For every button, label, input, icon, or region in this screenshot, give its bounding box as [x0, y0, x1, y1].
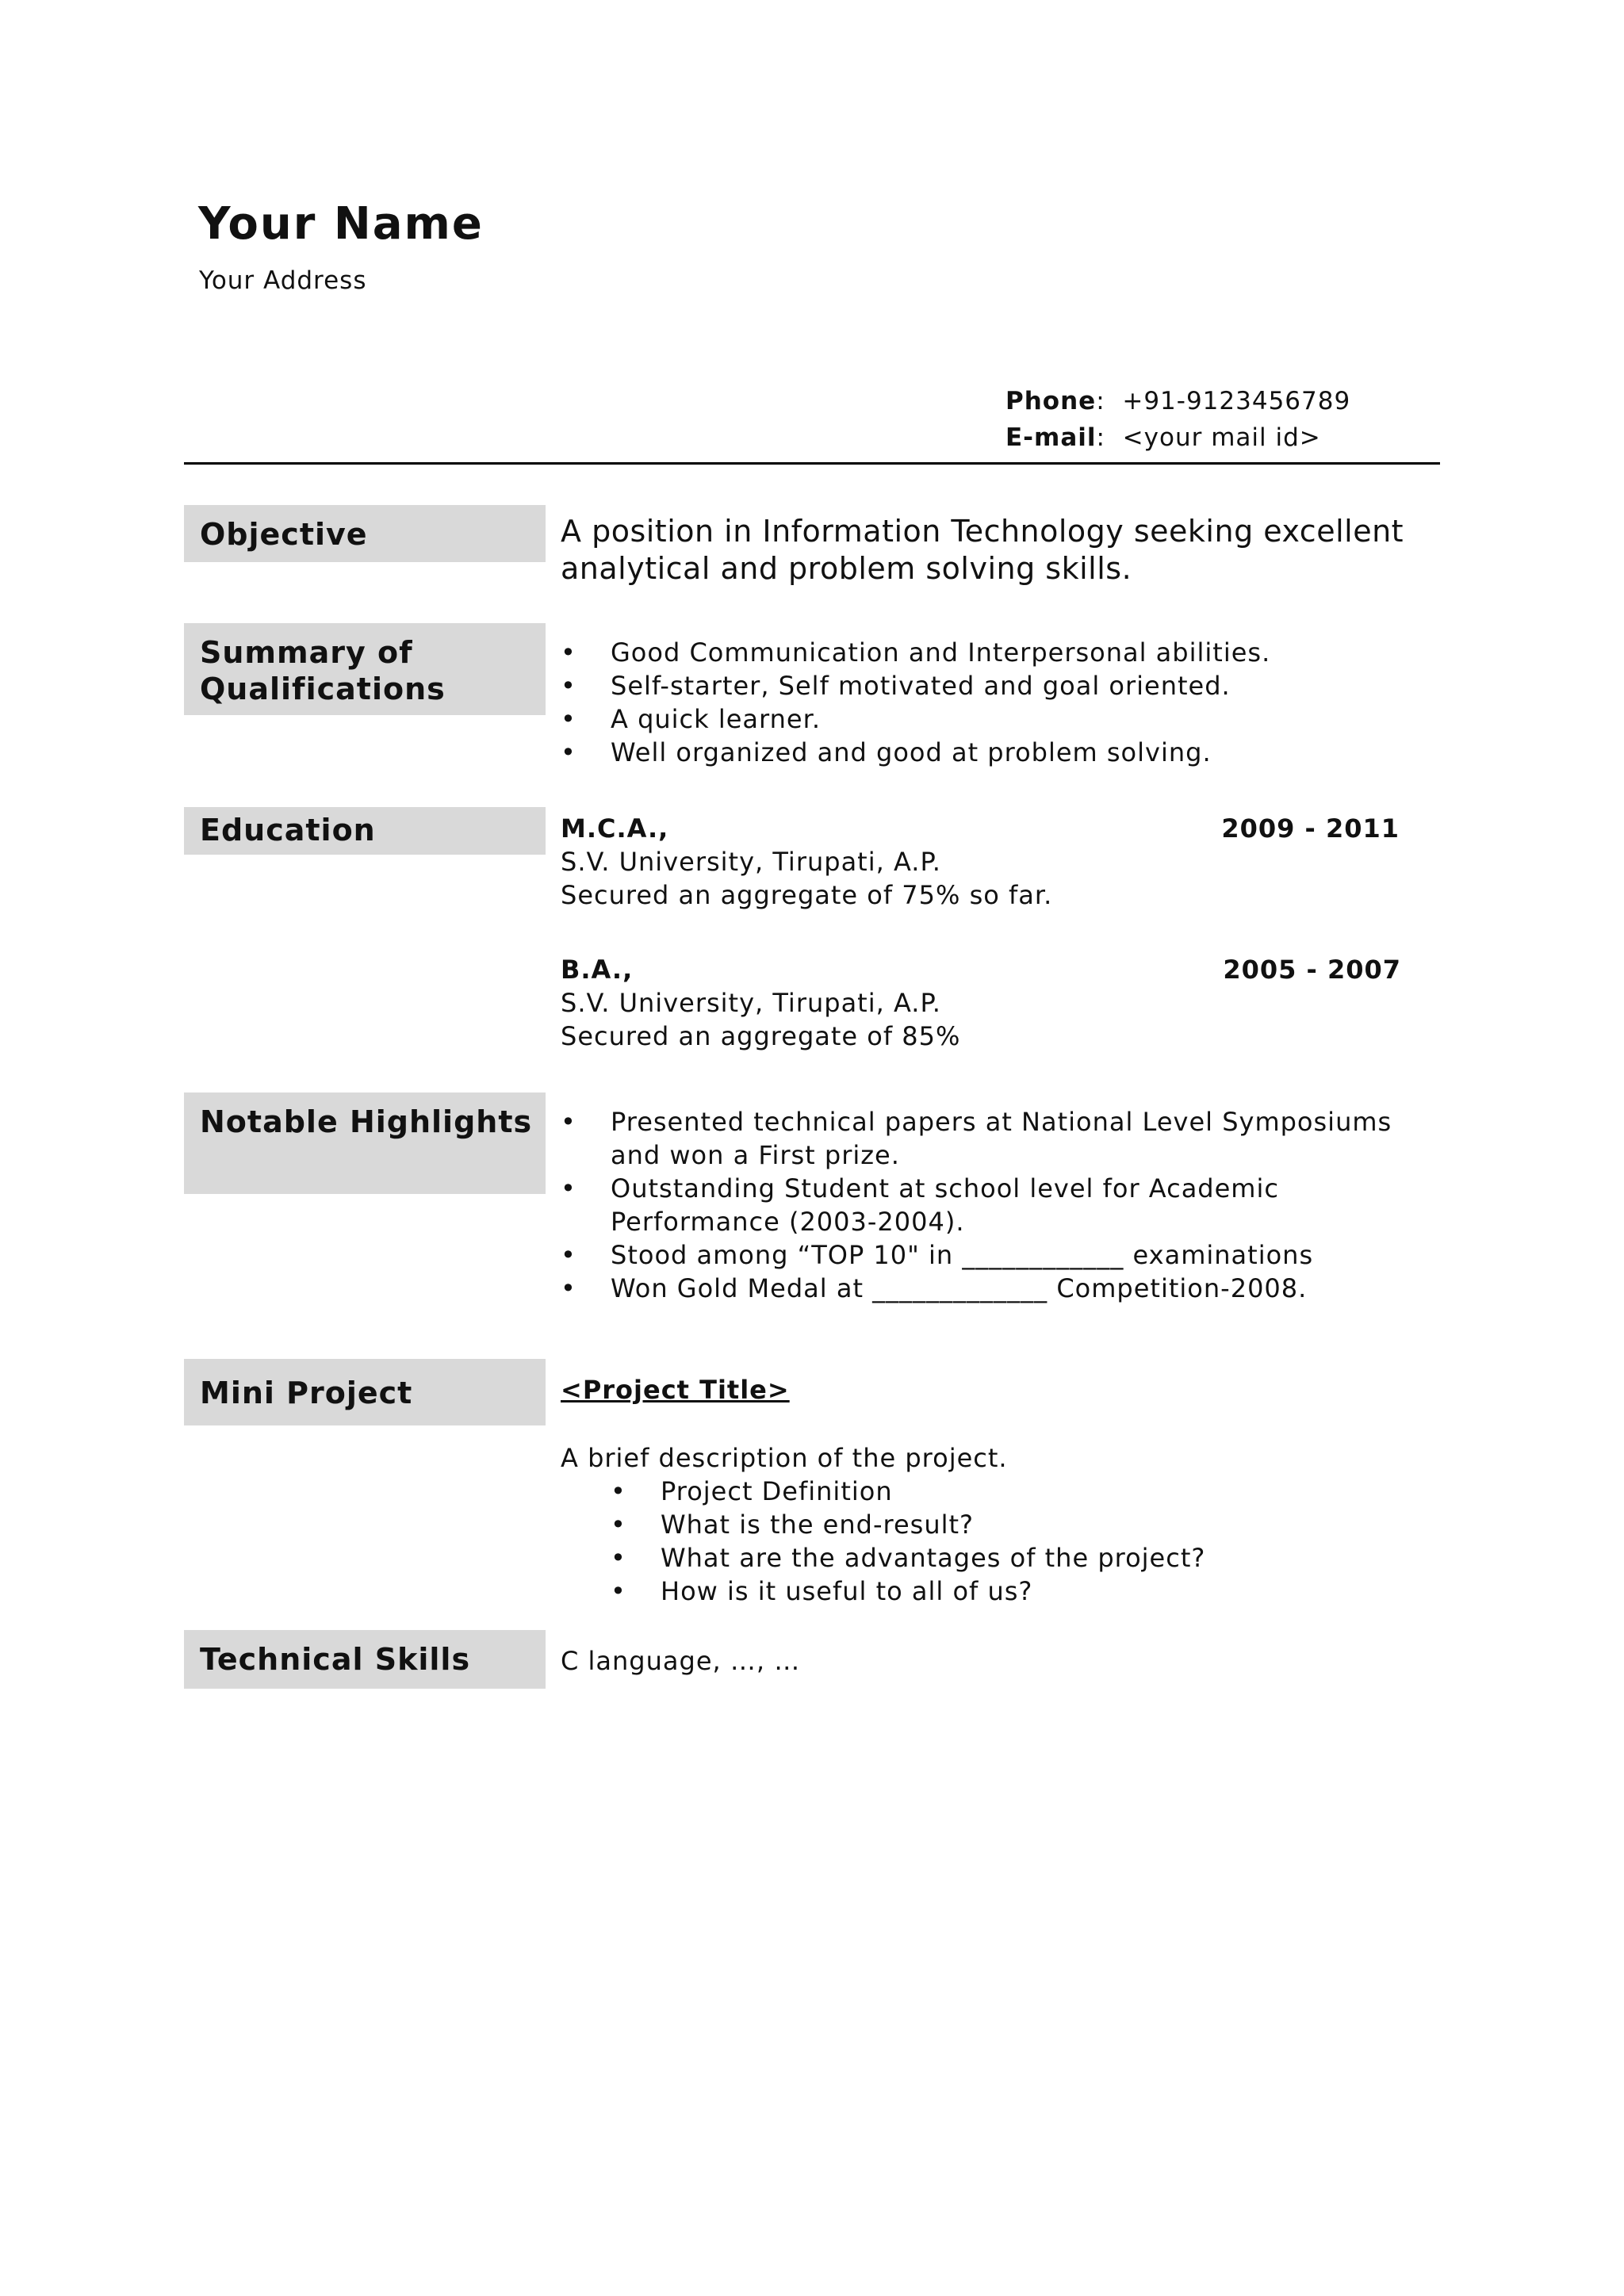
education-entry	[561, 953, 1401, 1053]
list-item: • A quick learner.	[561, 702, 1270, 736]
degree-years: 2005 - 2007	[1223, 955, 1401, 985]
list-item: • How is it useful to all of us?	[611, 1575, 1205, 1608]
section-label-objective: Objective	[184, 505, 546, 562]
list-item-line: • Outstanding Student at school level for Academic	[611, 1173, 1279, 1203]
school: S.V. University, Tirupati, A.P.	[561, 847, 941, 877]
objective-line: A position in Information Technology seeking excellent	[561, 514, 1404, 549]
summary-label-line: Qualifications	[200, 672, 446, 706]
grade-note: Secured an aggregate of 85%	[561, 1021, 961, 1051]
section-label-highlights: Notable Highlights	[184, 1093, 546, 1194]
list-item: • What is the end-result?	[611, 1508, 1205, 1541]
list-item: • Won Gold Medal at _____________ Competition-2008.	[561, 1272, 1392, 1305]
project-title	[561, 1375, 790, 1405]
section-label-project: Mini Project	[184, 1359, 546, 1425]
list-item	[561, 1172, 1392, 1238]
education-entry	[561, 812, 1401, 912]
degree-years: 2009 - 2011	[1221, 813, 1400, 844]
project-description: A brief description of the project.	[561, 1443, 1008, 1473]
list-item-line: Performance (2003-2004).	[611, 1207, 965, 1237]
header-divider	[184, 462, 1440, 465]
skills-value: C language, …, …	[561, 1646, 801, 1676]
candidate-name: Your Name	[198, 198, 484, 250]
section-label-skills: Technical Skills	[184, 1630, 546, 1689]
email-value: <your mail id>	[1122, 423, 1321, 452]
list-item-line: • Presented technical papers at National Level Symposiums	[611, 1107, 1392, 1137]
list-item: • Stood among “TOP 10" in ____________ examinations	[561, 1238, 1392, 1272]
list-item: • Self-starter, Self motivated and goal oriented.	[561, 669, 1270, 702]
list-item	[561, 1105, 1392, 1172]
school: S.V. University, Tirupati, A.P.	[561, 988, 941, 1018]
list-item: • What are the advantages of the project?	[611, 1541, 1205, 1575]
highlights-list	[561, 1105, 1392, 1305]
project-details	[561, 1441, 1205, 1608]
degree: M.C.A.,	[561, 813, 669, 844]
grade-note: Secured an aggregate of 75% so far.	[561, 880, 1053, 910]
section-label-education: Education	[184, 807, 546, 855]
summary-list	[561, 636, 1270, 769]
email-label: E-mail	[1005, 423, 1097, 452]
list-item-line: and won a First prize.	[611, 1140, 900, 1170]
objective-text	[561, 513, 1404, 587]
email-line: E-mail: <your mail id>	[1005, 423, 1321, 452]
summary-label-line: Summary of	[200, 635, 413, 670]
degree: B.A.,	[561, 955, 634, 985]
list-item: • Well organized and good at problem solving.	[561, 736, 1270, 769]
phone-line: Phone: +91-9123456789	[1005, 387, 1351, 415]
candidate-address: Your Address	[199, 266, 367, 295]
phone-label: Phone	[1005, 387, 1097, 415]
list-item: • Good Communication and Interpersonal abilities.	[561, 636, 1270, 669]
list-item: • Project Definition	[611, 1475, 1205, 1508]
phone-value: +91-9123456789	[1122, 387, 1351, 415]
project-title-text: <Project Title>	[561, 1375, 790, 1405]
objective-line: analytical and problem solving skills.	[561, 551, 1132, 586]
section-label-summary	[184, 623, 546, 715]
